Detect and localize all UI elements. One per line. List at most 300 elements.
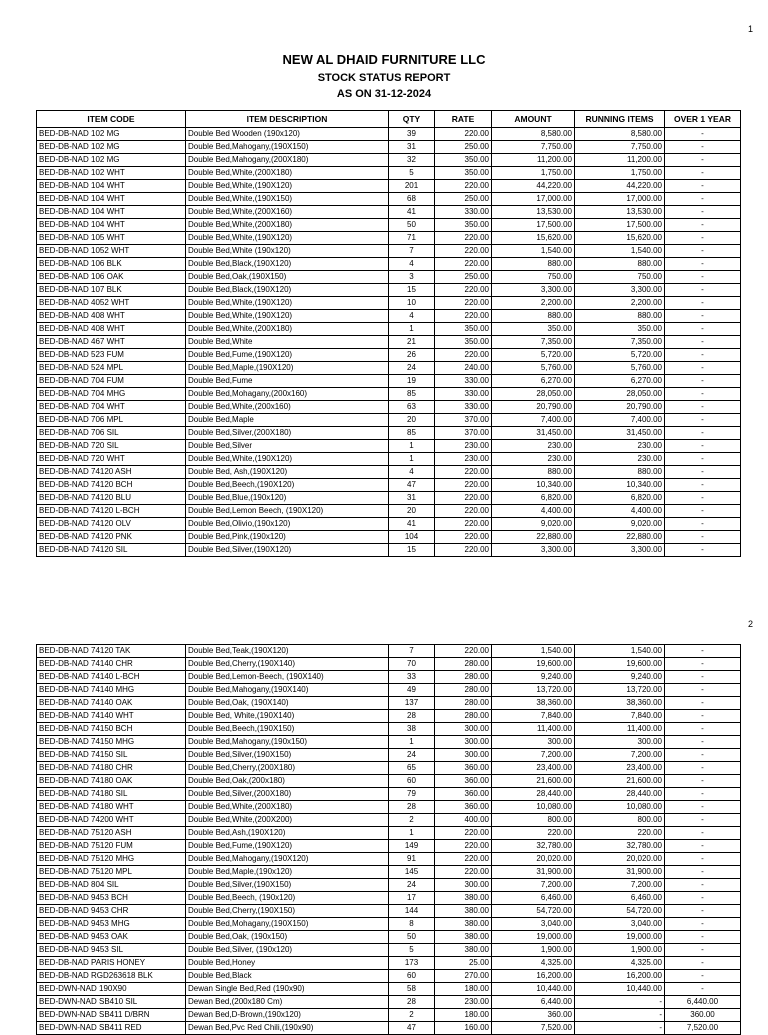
item-description-cell: Double Bed,Fume,(190X120) xyxy=(186,840,389,853)
item-code-cell: BED-DB-NAD 523 FUM xyxy=(37,349,186,362)
running-items-cell: 7,200.00 xyxy=(575,879,665,892)
running-items-cell: 3,300.00 xyxy=(575,544,665,557)
item-code-cell: BED-DB-NAD 9453 CHR xyxy=(37,905,186,918)
qty-cell: 38 xyxy=(389,723,435,736)
amount-cell: 300.00 xyxy=(492,736,575,749)
item-code-cell: BED-DB-NAD 74120 PNK xyxy=(37,531,186,544)
table-row xyxy=(37,492,741,505)
qty-cell: 17 xyxy=(389,892,435,905)
running-items-cell: 23,400.00 xyxy=(575,762,665,775)
item-description-cell: Double Bed,Mahogany,(190X120) xyxy=(186,853,389,866)
qty-cell: 5 xyxy=(389,167,435,180)
running-items-cell: 13,530.00 xyxy=(575,206,665,219)
running-items-cell: 5,760.00 xyxy=(575,362,665,375)
running-items-cell: 17,500.00 xyxy=(575,219,665,232)
amount-cell: 6,440.00 xyxy=(492,996,575,1009)
amount-cell: 1,540.00 xyxy=(492,245,575,258)
qty-cell: 47 xyxy=(389,479,435,492)
item-code-cell: BED-DB-NAD 74150 SIL xyxy=(37,749,186,762)
over-1-year-cell: - xyxy=(665,866,741,879)
table-row xyxy=(37,440,741,453)
item-code-cell: BED-DB-NAD 104 WHT xyxy=(37,219,186,232)
amount-cell: 220.00 xyxy=(492,827,575,840)
item-code-cell: BED-DWN-NAD 190X90 xyxy=(37,983,186,996)
qty-cell: 4 xyxy=(389,466,435,479)
over-1-year-cell: - xyxy=(665,245,741,258)
running-items-cell: 300.00 xyxy=(575,736,665,749)
table-row xyxy=(37,970,741,983)
rate-cell: 280.00 xyxy=(435,697,492,710)
amount-cell: 2,200.00 xyxy=(492,297,575,310)
table-row xyxy=(37,453,741,466)
amount-cell: 5,760.00 xyxy=(492,362,575,375)
qty-cell: 79 xyxy=(389,788,435,801)
amount-cell: 6,270.00 xyxy=(492,375,575,388)
over-1-year-cell: - xyxy=(665,736,741,749)
table-row xyxy=(37,362,741,375)
table-row xyxy=(37,180,741,193)
column-header-amount: AMOUNT xyxy=(492,111,575,128)
item-code-cell: BED-DB-NAD RGD263618 BLK xyxy=(37,970,186,983)
over-1-year-cell: - xyxy=(665,388,741,401)
amount-cell: 11,400.00 xyxy=(492,723,575,736)
amount-cell: 7,750.00 xyxy=(492,141,575,154)
rate-cell: 360.00 xyxy=(435,788,492,801)
item-code-cell: BED-DB-NAD 102 MG xyxy=(37,141,186,154)
over-1-year-cell: - xyxy=(665,879,741,892)
table-row xyxy=(37,840,741,853)
running-items-cell: 13,720.00 xyxy=(575,684,665,697)
over-1-year-cell: - xyxy=(665,310,741,323)
qty-cell: 85 xyxy=(389,388,435,401)
rate-cell: 350.00 xyxy=(435,336,492,349)
rate-cell: 220.00 xyxy=(435,827,492,840)
over-1-year-cell: - xyxy=(665,375,741,388)
running-items-cell: 2,200.00 xyxy=(575,297,665,310)
rate-cell: 180.00 xyxy=(435,983,492,996)
amount-cell: 20,790.00 xyxy=(492,401,575,414)
item-description-cell: Double Bed,Cherry,(200X180) xyxy=(186,762,389,775)
over-1-year-cell: - xyxy=(665,775,741,788)
running-items-cell: 10,340.00 xyxy=(575,479,665,492)
table-row xyxy=(37,697,741,710)
rate-cell: 300.00 xyxy=(435,736,492,749)
item-code-cell: BED-DB-NAD 408 WHT xyxy=(37,323,186,336)
qty-cell: 39 xyxy=(389,128,435,141)
item-code-cell: BED-DB-NAD 74120 BCH xyxy=(37,479,186,492)
qty-cell: 41 xyxy=(389,206,435,219)
table-row xyxy=(37,518,741,531)
running-items-cell: 7,200.00 xyxy=(575,749,665,762)
table-row xyxy=(37,736,741,749)
over-1-year-cell: - xyxy=(665,853,741,866)
over-1-year-cell: - xyxy=(665,167,741,180)
item-description-cell: Double Bed,Cherry,(190X150) xyxy=(186,905,389,918)
item-code-cell: BED-DB-NAD 74120 SIL xyxy=(37,544,186,557)
item-code-cell: BED-DB-NAD 106 BLK xyxy=(37,258,186,271)
qty-cell: 24 xyxy=(389,362,435,375)
table-row xyxy=(37,658,741,671)
amount-cell: 9,020.00 xyxy=(492,518,575,531)
rate-cell: 180.00 xyxy=(435,1009,492,1022)
over-1-year-cell: - xyxy=(665,814,741,827)
table-row xyxy=(37,684,741,697)
running-items-cell: 31,450.00 xyxy=(575,427,665,440)
item-description-cell: Double Bed,White,(190X120) xyxy=(186,180,389,193)
over-1-year-cell: - xyxy=(665,518,741,531)
item-description-cell: Double Bed,White,(200X180) xyxy=(186,167,389,180)
running-items-cell: - xyxy=(575,1009,665,1022)
over-1-year-cell: - xyxy=(665,970,741,983)
item-description-cell: Double Bed,Fume xyxy=(186,375,389,388)
table-row xyxy=(37,479,741,492)
qty-cell: 10 xyxy=(389,297,435,310)
qty-cell: 91 xyxy=(389,853,435,866)
amount-cell: 7,200.00 xyxy=(492,879,575,892)
qty-cell: 7 xyxy=(389,645,435,658)
running-items-cell: - xyxy=(575,1022,665,1035)
item-code-cell: BED-DB-NAD 706 MPL xyxy=(37,414,186,427)
item-code-cell: BED-DB-NAD 720 WHT xyxy=(37,453,186,466)
running-items-cell: 230.00 xyxy=(575,440,665,453)
table-row xyxy=(37,310,741,323)
qty-cell: 137 xyxy=(389,697,435,710)
qty-cell: 104 xyxy=(389,531,435,544)
item-description-cell: Double Bed,White,(200X180) xyxy=(186,219,389,232)
running-items-cell: 1,900.00 xyxy=(575,944,665,957)
rate-cell: 380.00 xyxy=(435,931,492,944)
item-description-cell: Double Bed,Olivio,(190x120) xyxy=(186,518,389,531)
qty-cell: 49 xyxy=(389,684,435,697)
table-row xyxy=(37,466,741,479)
amount-cell: 15,620.00 xyxy=(492,232,575,245)
over-1-year-cell: - xyxy=(665,219,741,232)
qty-cell: 32 xyxy=(389,154,435,167)
running-items-cell: 11,200.00 xyxy=(575,154,665,167)
running-items-cell: 800.00 xyxy=(575,814,665,827)
rate-cell: 380.00 xyxy=(435,905,492,918)
item-description-cell: Double Bed,Maple xyxy=(186,414,389,427)
column-header-over-1-year: OVER 1 YEAR xyxy=(665,111,741,128)
table-row xyxy=(37,245,741,258)
table-row xyxy=(37,827,741,840)
running-items-cell: 21,600.00 xyxy=(575,775,665,788)
item-description-cell: Double Bed,White,(200X160) xyxy=(186,206,389,219)
qty-cell: 20 xyxy=(389,414,435,427)
over-1-year-cell: - xyxy=(665,141,741,154)
item-description-cell: Double Bed,White,(200X180) xyxy=(186,801,389,814)
table-row xyxy=(37,749,741,762)
item-description-cell: Double Bed,White,(200X180) xyxy=(186,323,389,336)
item-description-cell: Double Bed,Maple,(190X120) xyxy=(186,362,389,375)
amount-cell: 17,000.00 xyxy=(492,193,575,206)
amount-cell: 1,750.00 xyxy=(492,167,575,180)
rate-cell: 350.00 xyxy=(435,167,492,180)
table-header-row xyxy=(37,111,741,128)
running-items-cell: 4,325.00 xyxy=(575,957,665,970)
running-items-cell: 19,600.00 xyxy=(575,658,665,671)
table-row xyxy=(37,427,741,440)
qty-cell: 60 xyxy=(389,775,435,788)
amount-cell: 13,720.00 xyxy=(492,684,575,697)
qty-cell: 31 xyxy=(389,492,435,505)
qty-cell: 68 xyxy=(389,193,435,206)
amount-cell: 13,530.00 xyxy=(492,206,575,219)
amount-cell: 11,200.00 xyxy=(492,154,575,167)
over-1-year-cell: - xyxy=(665,362,741,375)
running-items-cell: 19,000.00 xyxy=(575,931,665,944)
item-code-cell: BED-DB-NAD 105 WHT xyxy=(37,232,186,245)
over-1-year-cell: - xyxy=(665,684,741,697)
running-items-cell: 1,750.00 xyxy=(575,167,665,180)
qty-cell: 71 xyxy=(389,232,435,245)
rate-cell: 220.00 xyxy=(435,544,492,557)
item-code-cell: BED-DB-NAD 720 SIL xyxy=(37,440,186,453)
amount-cell: 3,040.00 xyxy=(492,918,575,931)
amount-cell: 17,500.00 xyxy=(492,219,575,232)
running-items-cell: 7,350.00 xyxy=(575,336,665,349)
item-code-cell: BED-DB-NAD 107 BLK xyxy=(37,284,186,297)
running-items-cell: 31,900.00 xyxy=(575,866,665,879)
over-1-year-cell: - xyxy=(665,788,741,801)
item-description-cell: Dewan Bed,(200x180 Cm) xyxy=(186,996,389,1009)
qty-cell: 63 xyxy=(389,401,435,414)
amount-cell: 750.00 xyxy=(492,271,575,284)
column-header-rate: RATE xyxy=(435,111,492,128)
over-1-year-cell: - xyxy=(665,271,741,284)
over-1-year-cell: - xyxy=(665,762,741,775)
over-1-year-cell: - xyxy=(665,232,741,245)
running-items-cell: 54,720.00 xyxy=(575,905,665,918)
amount-cell: 9,240.00 xyxy=(492,671,575,684)
item-description-cell: Double Bed,Oak,(200x180) xyxy=(186,775,389,788)
rate-cell: 220.00 xyxy=(435,531,492,544)
item-code-cell: BED-DWN-NAD SB410 SIL xyxy=(37,996,186,1009)
rate-cell: 270.00 xyxy=(435,970,492,983)
amount-cell: 230.00 xyxy=(492,440,575,453)
item-code-cell: BED-DB-NAD 467 WHT xyxy=(37,336,186,349)
item-description-cell: Double Bed,Beech, (190x120) xyxy=(186,892,389,905)
item-description-cell: Double Bed,Mahogany,(190x150) xyxy=(186,736,389,749)
rate-cell: 220.00 xyxy=(435,180,492,193)
running-items-cell: 9,240.00 xyxy=(575,671,665,684)
qty-cell: 47 xyxy=(389,1022,435,1035)
table-row xyxy=(37,206,741,219)
running-items-cell: 16,200.00 xyxy=(575,970,665,983)
rate-cell: 330.00 xyxy=(435,401,492,414)
item-description-cell: Double Bed,Black,(190X120) xyxy=(186,258,389,271)
rate-cell: 220.00 xyxy=(435,245,492,258)
running-items-cell: 1,540.00 xyxy=(575,645,665,658)
over-1-year-cell: - xyxy=(665,414,741,427)
item-code-cell: BED-DB-NAD 75120 MPL xyxy=(37,866,186,879)
over-1-year-cell: - xyxy=(665,697,741,710)
item-description-cell: Double Bed,Silver,(190X150) xyxy=(186,749,389,762)
running-items-cell: 7,400.00 xyxy=(575,414,665,427)
qty-cell: 201 xyxy=(389,180,435,193)
table-row xyxy=(37,723,741,736)
table-row xyxy=(37,271,741,284)
item-code-cell: BED-DB-NAD 74140 L-BCH xyxy=(37,671,186,684)
qty-cell: 149 xyxy=(389,840,435,853)
table-row xyxy=(37,154,741,167)
rate-cell: 350.00 xyxy=(435,323,492,336)
table-row xyxy=(37,414,741,427)
rate-cell: 350.00 xyxy=(435,154,492,167)
rate-cell: 380.00 xyxy=(435,892,492,905)
item-code-cell: BED-DB-NAD 9453 OAK xyxy=(37,931,186,944)
stock-table-page-2 xyxy=(36,644,741,1035)
item-description-cell: Double Bed,Oak, (190x150) xyxy=(186,931,389,944)
item-code-cell: BED-DB-NAD 74120 BLU xyxy=(37,492,186,505)
rate-cell: 280.00 xyxy=(435,684,492,697)
stock-table-page-1 xyxy=(36,110,741,557)
item-description-cell: Double Bed,Oak,(190X150) xyxy=(186,271,389,284)
item-code-cell: BED-DB-NAD 9453 SIL xyxy=(37,944,186,957)
item-description-cell: Double Bed,Mahogany,(200X180) xyxy=(186,154,389,167)
table-row xyxy=(37,1009,741,1022)
over-1-year-cell: - xyxy=(665,349,741,362)
item-description-cell: Double Bed,Fume,(190X120) xyxy=(186,349,389,362)
amount-cell: 19,600.00 xyxy=(492,658,575,671)
qty-cell: 28 xyxy=(389,710,435,723)
running-items-cell: 3,040.00 xyxy=(575,918,665,931)
over-1-year-cell: - xyxy=(665,931,741,944)
rate-cell: 250.00 xyxy=(435,271,492,284)
rate-cell: 250.00 xyxy=(435,193,492,206)
qty-cell: 24 xyxy=(389,749,435,762)
rate-cell: 230.00 xyxy=(435,996,492,1009)
running-items-cell: 44,220.00 xyxy=(575,180,665,193)
table-row xyxy=(37,193,741,206)
over-1-year-cell: - xyxy=(665,544,741,557)
item-code-cell: BED-DB-NAD 74140 WHT xyxy=(37,710,186,723)
rate-cell: 220.00 xyxy=(435,518,492,531)
item-description-cell: Double Bed,Silver,(190X150) xyxy=(186,879,389,892)
over-1-year-cell: - xyxy=(665,466,741,479)
over-1-year-cell: - xyxy=(665,180,741,193)
item-code-cell: BED-DB-NAD 704 WHT xyxy=(37,401,186,414)
table-row xyxy=(37,544,741,557)
rate-cell: 220.00 xyxy=(435,310,492,323)
amount-cell: 5,720.00 xyxy=(492,349,575,362)
amount-cell: 23,400.00 xyxy=(492,762,575,775)
over-1-year-cell: - xyxy=(665,427,741,440)
running-items-cell: 20,020.00 xyxy=(575,853,665,866)
item-description-cell: Double Bed,White (190x120) xyxy=(186,245,389,258)
amount-cell: 880.00 xyxy=(492,310,575,323)
over-1-year-cell: - xyxy=(665,983,741,996)
rate-cell: 360.00 xyxy=(435,775,492,788)
amount-cell: 7,400.00 xyxy=(492,414,575,427)
item-code-cell: BED-DB-NAD 704 MHG xyxy=(37,388,186,401)
over-1-year-cell: 6,440.00 xyxy=(665,996,741,1009)
item-code-cell: BED-DB-NAD 4052 WHT xyxy=(37,297,186,310)
running-items-cell: 3,300.00 xyxy=(575,284,665,297)
over-1-year-cell: - xyxy=(665,284,741,297)
rate-cell: 220.00 xyxy=(435,840,492,853)
item-description-cell: Double Bed,Honey xyxy=(186,957,389,970)
amount-cell: 54,720.00 xyxy=(492,905,575,918)
over-1-year-cell: - xyxy=(665,154,741,167)
over-1-year-cell: - xyxy=(665,671,741,684)
over-1-year-cell: - xyxy=(665,905,741,918)
qty-cell: 33 xyxy=(389,671,435,684)
over-1-year-cell: - xyxy=(665,193,741,206)
rate-cell: 220.00 xyxy=(435,466,492,479)
running-items-cell: 11,400.00 xyxy=(575,723,665,736)
amount-cell: 360.00 xyxy=(492,1009,575,1022)
item-description-cell: Double Bed,Cherry,(190X140) xyxy=(186,658,389,671)
running-items-cell: 6,460.00 xyxy=(575,892,665,905)
qty-cell: 144 xyxy=(389,905,435,918)
running-items-cell: 15,620.00 xyxy=(575,232,665,245)
rate-cell: 370.00 xyxy=(435,427,492,440)
item-code-cell: BED-DB-NAD 74180 SIL xyxy=(37,788,186,801)
running-items-cell: 38,360.00 xyxy=(575,697,665,710)
item-code-cell: BED-DB-NAD 74180 CHR xyxy=(37,762,186,775)
rate-cell: 330.00 xyxy=(435,388,492,401)
rate-cell: 370.00 xyxy=(435,414,492,427)
table-row xyxy=(37,258,741,271)
over-1-year-cell: 7,520.00 xyxy=(665,1022,741,1035)
rate-cell: 230.00 xyxy=(435,453,492,466)
table-row xyxy=(37,297,741,310)
item-code-cell: BED-DB-NAD 102 WHT xyxy=(37,167,186,180)
item-description-cell: Double Bed,Blue,(190x120) xyxy=(186,492,389,505)
amount-cell: 10,440.00 xyxy=(492,983,575,996)
table-row xyxy=(37,892,741,905)
table-row xyxy=(37,167,741,180)
table-body xyxy=(37,128,741,557)
rate-cell: 350.00 xyxy=(435,219,492,232)
amount-cell: 880.00 xyxy=(492,258,575,271)
over-1-year-cell: - xyxy=(665,645,741,658)
item-description-cell: Double Bed,Mahogany,(190X150) xyxy=(186,141,389,154)
item-description-cell: Double Bed,Mohagany,(190X150) xyxy=(186,918,389,931)
amount-cell: 31,450.00 xyxy=(492,427,575,440)
qty-cell: 8 xyxy=(389,918,435,931)
item-description-cell: Double Bed,White,(190X120) xyxy=(186,310,389,323)
qty-cell: 28 xyxy=(389,801,435,814)
column-header-running-items: RUNNING ITEMS xyxy=(575,111,665,128)
table-row xyxy=(37,918,741,931)
amount-cell: 19,000.00 xyxy=(492,931,575,944)
rate-cell: 220.00 xyxy=(435,258,492,271)
over-1-year-cell: - xyxy=(665,658,741,671)
over-1-year-cell: - xyxy=(665,957,741,970)
running-items-cell: 230.00 xyxy=(575,453,665,466)
rate-cell: 400.00 xyxy=(435,814,492,827)
running-items-cell: 10,080.00 xyxy=(575,801,665,814)
running-items-cell: 880.00 xyxy=(575,258,665,271)
rate-cell: 160.00 xyxy=(435,1022,492,1035)
table-row xyxy=(37,801,741,814)
running-items-cell: 4,400.00 xyxy=(575,505,665,518)
qty-cell: 173 xyxy=(389,957,435,970)
running-items-cell: 880.00 xyxy=(575,466,665,479)
table-row xyxy=(37,349,741,362)
over-1-year-cell: - xyxy=(665,440,741,453)
item-description-cell: Double Bed, Ash,(190X120) xyxy=(186,466,389,479)
item-code-cell: BED-DB-NAD 9453 MHG xyxy=(37,918,186,931)
qty-cell: 15 xyxy=(389,544,435,557)
running-items-cell: 28,440.00 xyxy=(575,788,665,801)
item-code-cell: BED-DB-NAD 706 SIL xyxy=(37,427,186,440)
qty-cell: 50 xyxy=(389,931,435,944)
qty-cell: 26 xyxy=(389,349,435,362)
item-code-cell: BED-DB-NAD 106 OAK xyxy=(37,271,186,284)
